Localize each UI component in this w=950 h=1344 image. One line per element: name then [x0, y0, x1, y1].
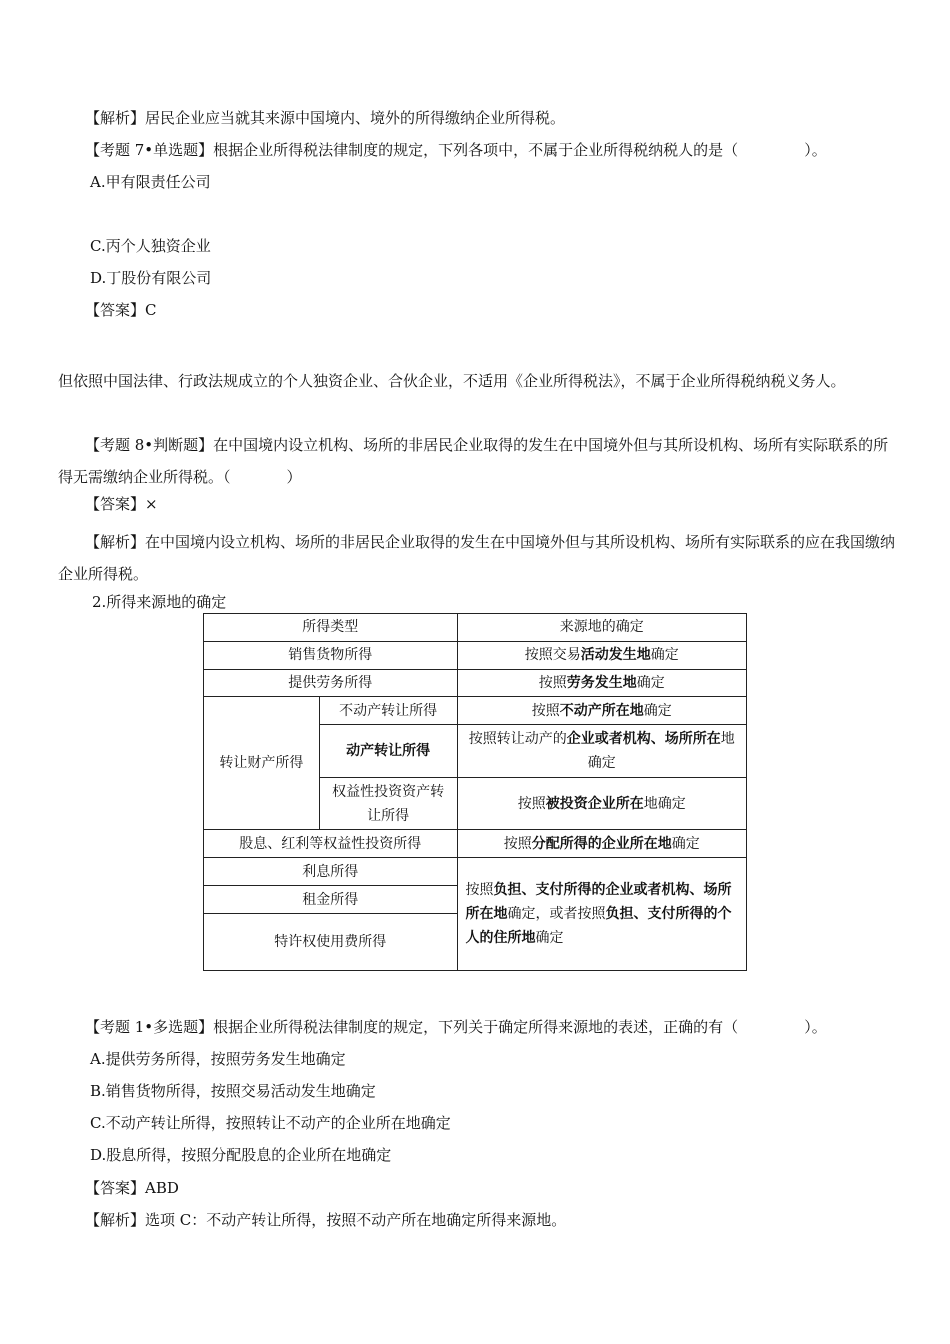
sub-type-cell: 权益性投资资产转让所得: [319, 777, 457, 830]
analysis-paragraph: [58, 526, 898, 590]
answer-label: 【答案】: [85, 301, 146, 319]
income-type-cell: 股息、红利等权益性投资所得: [204, 830, 458, 858]
answer-value: ×: [145, 495, 158, 513]
transfer-property-cell: 转让财产所得: [204, 697, 320, 830]
analysis-label: 【解析】: [85, 109, 146, 127]
source-rule-cell: 按照转让动产的企业或者机构、场所所在地确定: [457, 725, 746, 778]
option-b: B.销售货物所得，按照交易活动发生地确定: [90, 1082, 376, 1100]
analysis-line: [85, 1210, 566, 1230]
table-row: [204, 669, 747, 697]
income-type-cell: 租金所得: [204, 886, 458, 914]
table-row: [204, 641, 747, 669]
answer-line: [85, 494, 158, 514]
analysis-text: 居民企业应当就其来源中国境内、境外的所得缴纳企业所得税。: [145, 109, 566, 127]
option-a: A.甲有限责任公司: [90, 173, 211, 191]
source-rule-cell: 按照分配所得的企业所在地确定: [457, 830, 746, 858]
question-7-stem: [85, 140, 827, 160]
option-c: C.丙个人独资企业: [90, 237, 211, 255]
table-row: [204, 830, 747, 858]
income-type-cell: 销售货物所得: [204, 641, 458, 669]
income-type-cell: 利息所得: [204, 858, 458, 886]
source-rule-cell: 按照被投资企业所在地确定: [457, 777, 746, 830]
analysis-label: 【解析】: [85, 1211, 146, 1229]
answer-line: [85, 1178, 179, 1198]
sub-type-cell: 动产转让所得: [319, 725, 457, 778]
question-text: 在中国境内设立机构、场所的非居民企业取得的发生在中国境外但与其所设机构、场所有实际联系的所得无需缴纳企业所得税。（: [58, 436, 889, 486]
answer-value: C: [145, 301, 157, 319]
question-label: 【考题 7•单选题】: [85, 141, 214, 159]
source-rule-cell-shared: 按照负担、支付所得的企业或者机构、场所所在地确定，或者按照负担、支付所得的个人的住所地确定: [457, 858, 746, 971]
header-source-rule: 来源地的确定: [457, 614, 746, 642]
question-bracket-end: ）。: [804, 1018, 827, 1036]
question-text: 根据企业所得税法律制度的规定，下列各项中，不属于企业所得税纳税人的是（: [213, 141, 739, 159]
question-label: 【考题 1•多选题】: [85, 1018, 214, 1036]
source-rule-cell: 按照劳务发生地确定: [457, 669, 746, 697]
header-income-type: 所得类型: [204, 614, 458, 642]
section-title: 2.所得来源地的确定: [92, 593, 227, 611]
answer-label: 【答案】: [85, 1179, 146, 1197]
table-row: [204, 697, 747, 725]
analysis-text: 选项 C：不动产转让所得，按照不动产所在地确定所得来源地。: [145, 1211, 567, 1229]
question-bracket-end: ）。: [804, 141, 827, 159]
option-d: D.股息所得，按照分配股息的企业所在地确定: [90, 1146, 392, 1164]
answer-value: ABD: [145, 1179, 179, 1197]
source-rule-cell: 按照交易活动发生地确定: [457, 641, 746, 669]
table-row: [204, 858, 747, 886]
explanation-paragraph: 但依照中国法律、行政法规成立的个人独资企业、合伙企业，不适用《企业所得税法》，不属于企业所得税纳税义务人。: [58, 372, 846, 390]
option-a: A.提供劳务所得，按照劳务发生地确定: [90, 1050, 346, 1068]
question-label: 【考题 8•判断题】: [85, 436, 214, 454]
question-text: 根据企业所得税法律制度的规定，下列关于确定所得来源地的表述，正确的有（: [213, 1018, 739, 1036]
question-8-stem: [58, 429, 898, 493]
answer-line: [85, 300, 157, 320]
income-type-cell: 提供劳务所得: [204, 669, 458, 697]
option-d: D.丁股份有限公司: [90, 269, 212, 287]
income-source-table: [203, 613, 747, 971]
analysis-line: [85, 108, 565, 128]
income-type-cell: 特许权使用费所得: [204, 914, 458, 971]
analysis-text: 在中国境内设立机构、场所的非居民企业取得的发生在中国境外但与其所设机构、场所有实际联系的应在我国缴纳企业所得税。: [58, 533, 896, 583]
question-1-stem: [85, 1017, 827, 1037]
answer-label: 【答案】: [85, 495, 146, 513]
question-bracket-end: ）: [286, 468, 302, 486]
option-c: C.不动产转让所得，按照转让不动产的企业所在地确定: [90, 1114, 451, 1132]
analysis-label: 【解析】: [85, 533, 146, 551]
sub-type-cell: 不动产转让所得: [319, 697, 457, 725]
source-rule-cell: 按照不动产所在地确定: [457, 697, 746, 725]
table-header-row: [204, 614, 747, 642]
